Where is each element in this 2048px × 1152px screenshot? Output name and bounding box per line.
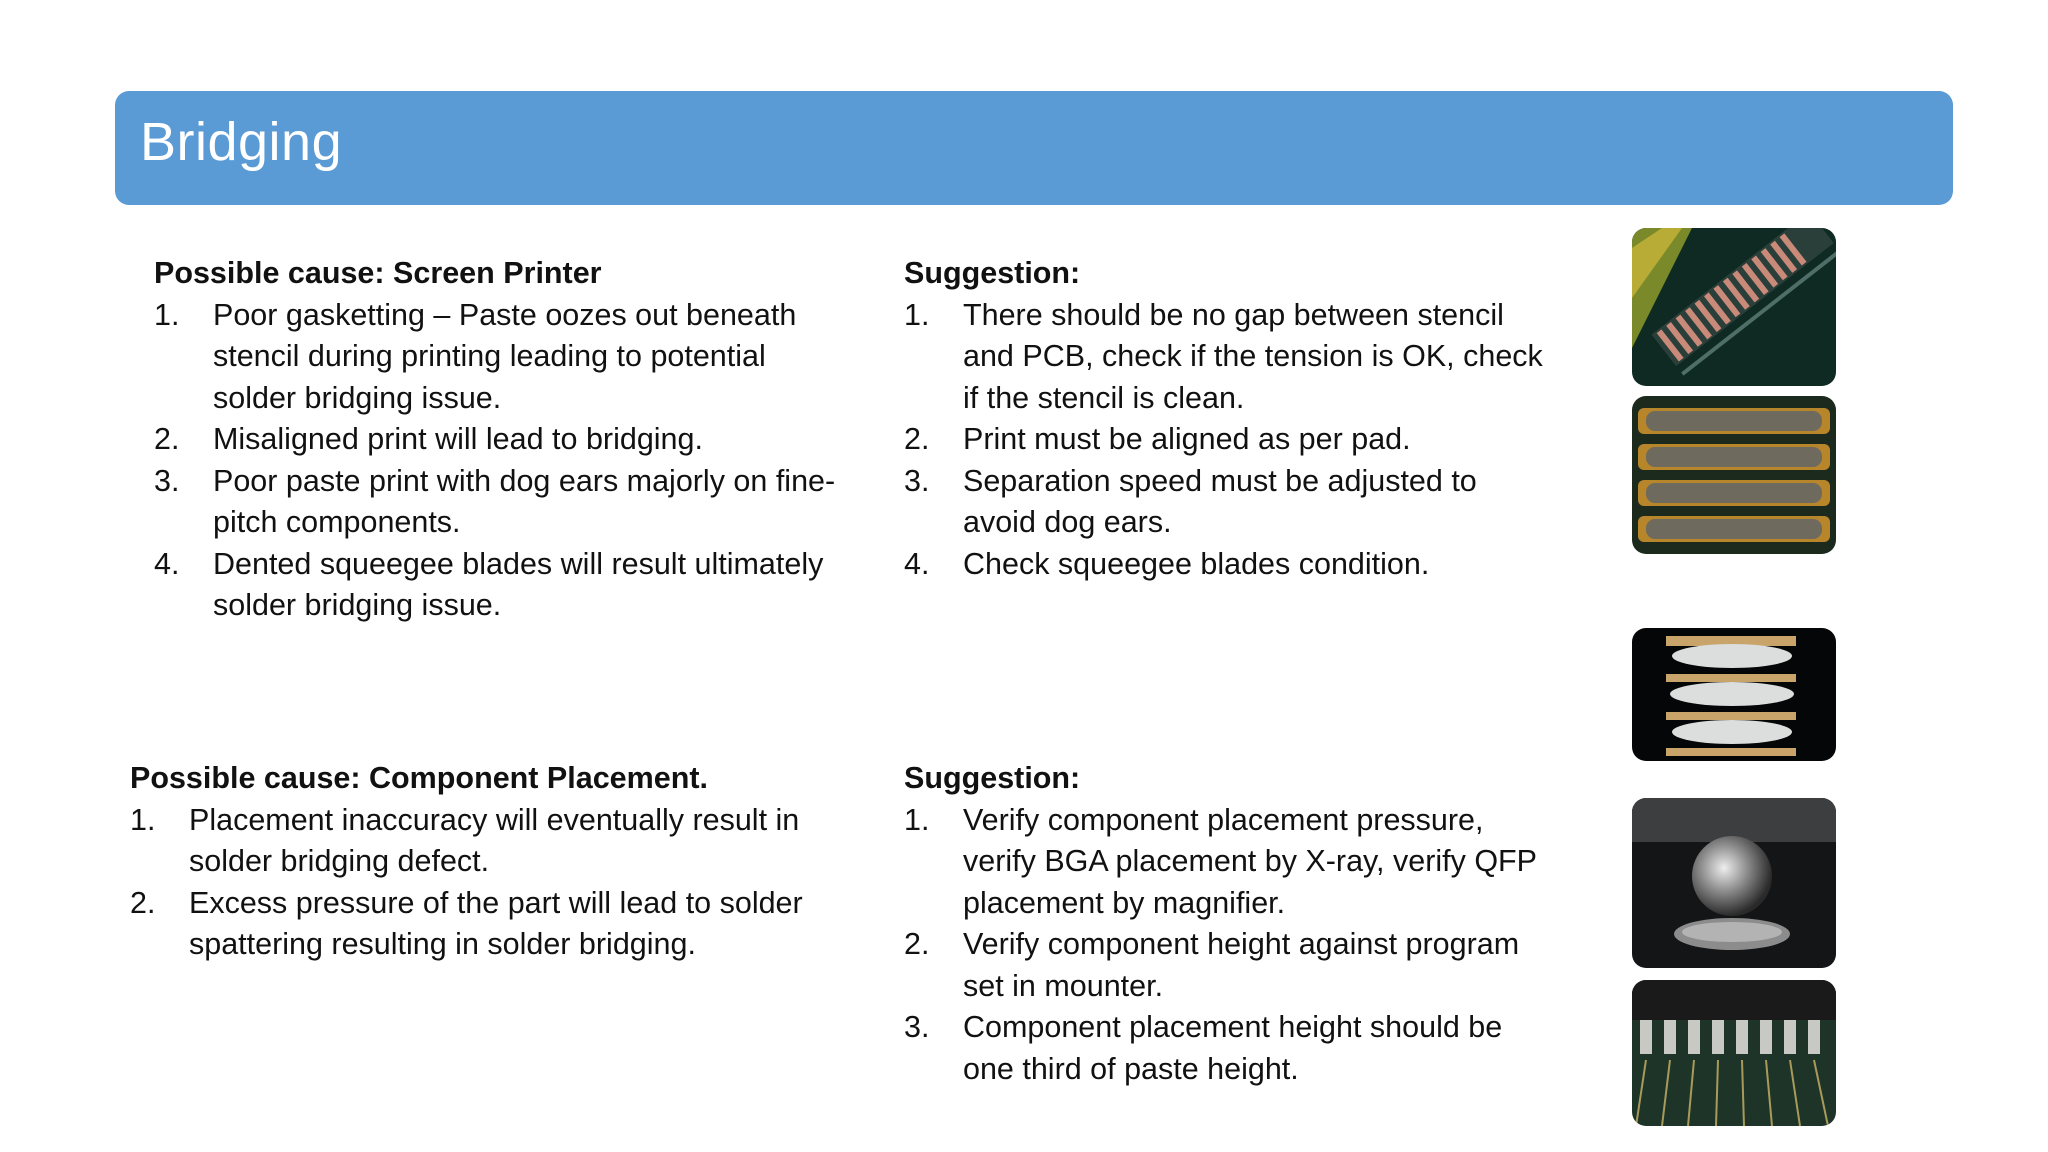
paste-print-closeup-photo (1632, 628, 1836, 761)
section-heading: Suggestion: (904, 761, 1081, 795)
screen-printer-cause-block (154, 253, 854, 627)
qfp-leads-photo (1632, 980, 1836, 1126)
list-item: 1. There should be no gap between stencil and PCB, check if the tension is OK, check if the stencil is clean. (904, 297, 1543, 415)
title-banner (115, 91, 1953, 205)
cause-list (130, 800, 860, 966)
list-item: 2. Excess pressure of the part will lead to solder spattering resulting in solder bridging. (130, 885, 803, 961)
screen-printer-suggestion-block (904, 253, 1544, 585)
list-item: 4. Check squeegee blades condition. (904, 546, 1430, 581)
cause-list (154, 295, 854, 627)
section-heading: Possible cause: Component Placement. (130, 761, 708, 795)
list-item: 1. Placement inaccuracy will eventually result in solder bridging defect. (130, 802, 800, 878)
list-item: 2. Verify component height against program set in mounter. (904, 927, 1520, 1003)
list-item: 2. Print must be aligned as per pad. (904, 422, 1411, 456)
component-placement-suggestion-block (904, 758, 1544, 1090)
section-heading: Possible cause: Screen Printer (154, 256, 602, 290)
list-item: 2. Misaligned print will lead to bridging. (154, 422, 703, 456)
slide-title: Bridging (140, 112, 343, 172)
component-placement-cause-block (130, 758, 860, 966)
suggestion-list (904, 800, 1544, 1091)
list-item: 1. Verify component placement pressure, verify BGA placement by X-ray, verify QFP placement by magnifier. (904, 802, 1537, 920)
section-heading: Suggestion: (904, 256, 1081, 290)
solder-paste-pads-photo (1632, 396, 1836, 554)
list-item: 4. Dented squeegee blades will result ultimately solder bridging issue. (154, 546, 824, 622)
suggestion-list (904, 295, 1544, 586)
list-item: 1. Poor gasketting – Paste oozes out beneath stencil during printing leading to potential solder bridging issue. (154, 297, 797, 415)
list-item: 3. Component placement height should be one third of paste height. (904, 1010, 1503, 1086)
bga-ball-photo (1632, 798, 1836, 968)
list-item: 3. Poor paste print with dog ears majorly on fine-pitch components. (154, 463, 836, 539)
list-item: 3. Separation speed must be adjusted to avoid dog ears. (904, 463, 1477, 539)
pcb-fine-pitch-photo (1632, 228, 1836, 386)
